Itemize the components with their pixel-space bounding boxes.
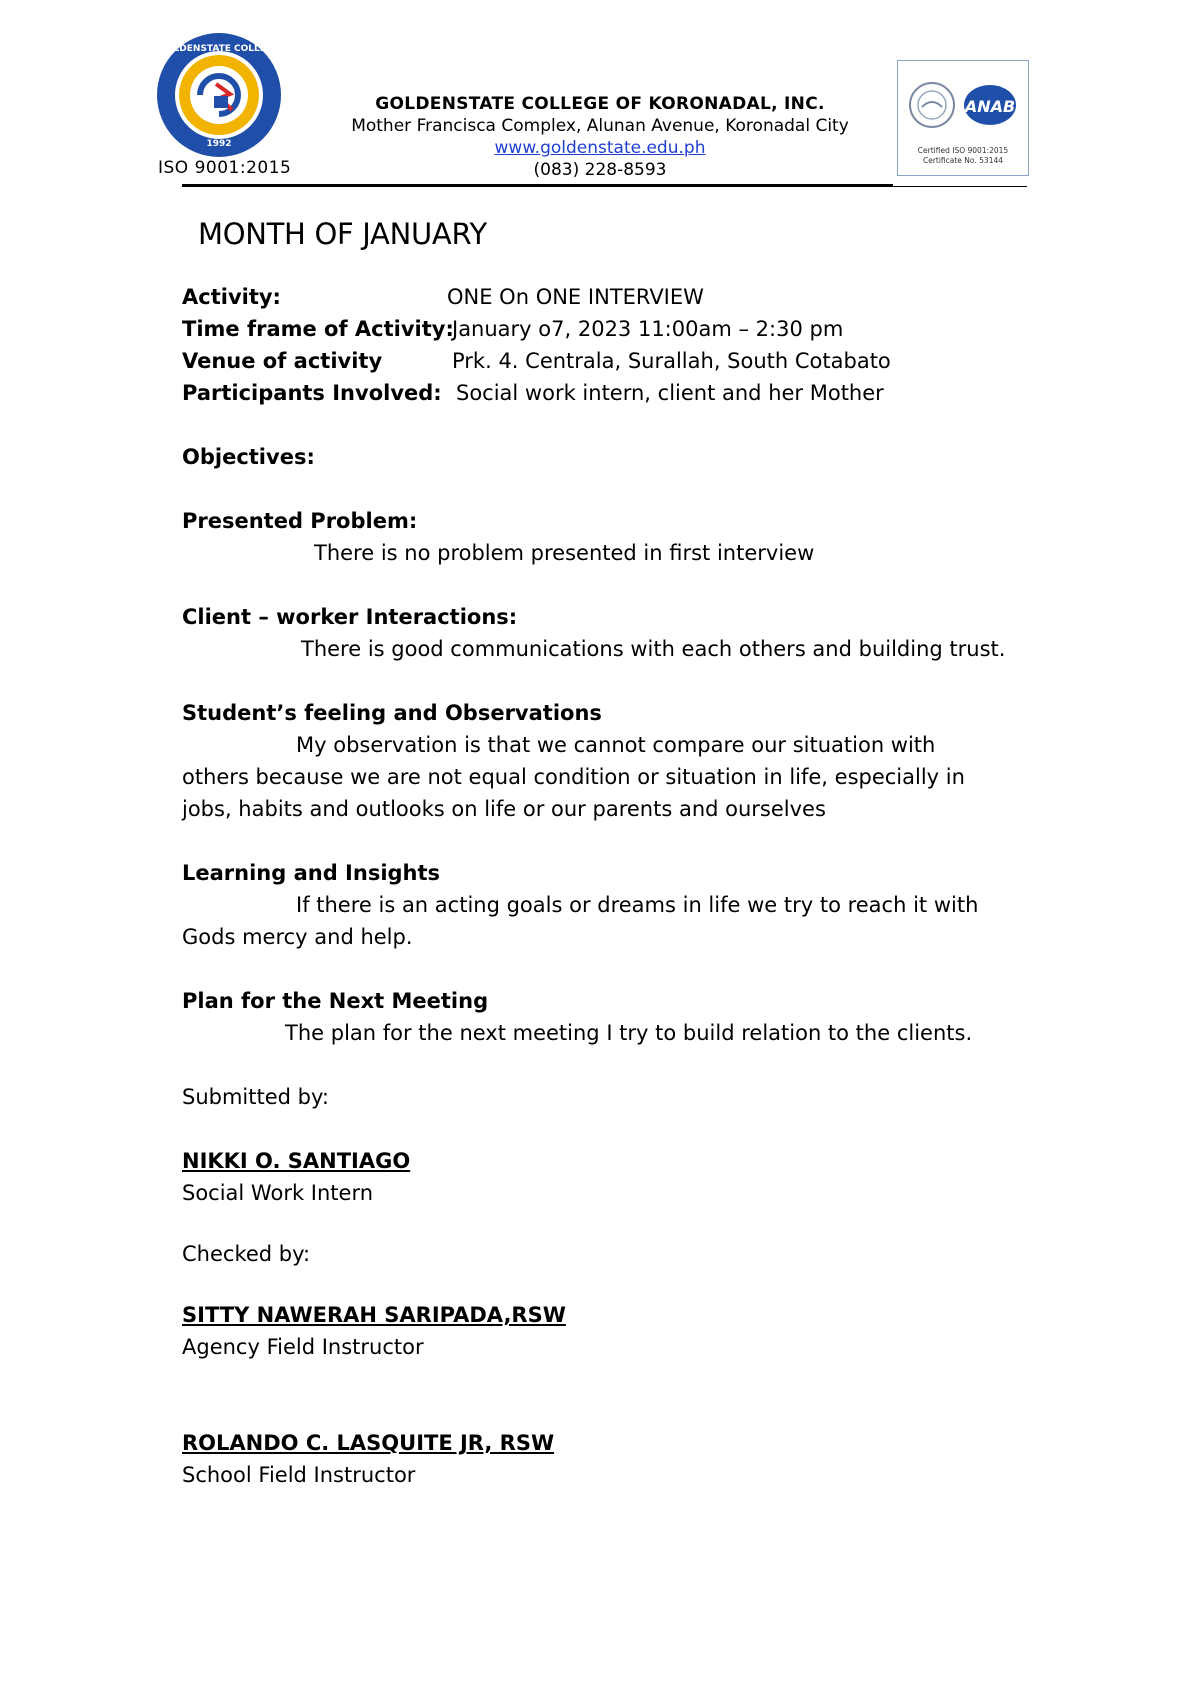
objectives-section <box>182 441 1042 473</box>
venue-value: Prk. 4. Centrala, Surallah, South Cotabato <box>452 349 891 373</box>
college-address: Mother Francisca Complex, Alunan Avenue, Koronadal City <box>351 116 849 136</box>
problem-text: There is no problem presented in first interview <box>314 541 815 565</box>
learning-line-2: Gods mercy and help. <box>182 925 413 949</box>
learning-title: Learning and Insights <box>182 861 441 885</box>
college-logo-icon <box>156 32 282 158</box>
college-phone: (083) 228-8593 <box>533 160 667 180</box>
activity-label: Activity: <box>182 285 281 309</box>
school-instructor-role: School Field Instructor <box>182 1463 416 1487</box>
interaction-text: There is good communications with each others and building trust. <box>301 637 1006 661</box>
letterhead <box>300 93 900 181</box>
intern-role: Social Work Intern <box>182 1181 374 1205</box>
learning-section <box>182 857 1042 953</box>
plan-title: Plan for the Next Meeting <box>182 989 489 1013</box>
certification-box <box>897 60 1029 176</box>
venue-label: Venue of activity <box>182 349 383 373</box>
participants-value: Social work intern, client and her Mother <box>456 381 884 405</box>
feelings-section <box>182 697 1042 825</box>
intern-signature-block <box>182 1145 1042 1209</box>
agency-signature-block <box>182 1299 1042 1363</box>
feelings-title: Student’s feeling and Observations <box>182 701 602 725</box>
agency-instructor-name: SITTY NAWERAH SARIPADA,RSW <box>182 1303 566 1327</box>
checked-label: Checked by: <box>182 1242 311 1266</box>
venue-row <box>182 347 891 375</box>
college-website-link[interactable]: www.goldenstate.edu.ph <box>494 138 706 158</box>
interaction-title: Client – worker Interactions: <box>182 605 518 629</box>
feelings-line-2: others because we are not equal condition or situation in life, especially in <box>182 765 965 789</box>
header-divider-thin <box>893 186 1027 187</box>
school-instructor-name: ROLANDO C. LASQUITE JR, RSW <box>182 1431 555 1455</box>
plan-section <box>182 985 1042 1049</box>
timeframe-label: Time frame of Activity: <box>182 317 454 341</box>
agency-instructor-role: Agency Field Instructor <box>182 1335 424 1359</box>
iso-label: ISO 9001:2015 <box>158 158 292 178</box>
objectives-title: Objectives: <box>182 445 315 469</box>
activity-value: ONE On ONE INTERVIEW <box>447 285 704 309</box>
logo-year: 1992 <box>206 139 232 149</box>
activity-row <box>182 283 704 311</box>
interaction-section <box>182 601 1042 665</box>
page-title: MONTH OF JANUARY <box>198 217 487 251</box>
intern-name: NIKKI O. SANTIAGO <box>182 1149 411 1173</box>
certification-seal-icon <box>898 61 1028 175</box>
problem-title: Presented Problem: <box>182 509 418 533</box>
cert-line-1: Certified ISO 9001:2015 <box>917 146 1009 155</box>
problem-section <box>182 505 1042 569</box>
anab-badge-text: ANAB <box>964 97 1016 116</box>
logo-ring-text: GOLDENSTATE COLLEGE <box>158 44 280 54</box>
submitted-label: Submitted by: <box>182 1085 329 1109</box>
school-signature-block <box>182 1427 1042 1491</box>
cert-line-2: Certificate No. 53144 <box>922 156 1004 165</box>
header-divider <box>182 184 893 187</box>
participants-label: Participants Involved: <box>182 381 442 405</box>
college-name: GOLDENSTATE COLLEGE OF KORONADAL, INC. <box>375 94 825 114</box>
plan-text: The plan for the next meeting I try to build relation to the clients. <box>285 1021 973 1045</box>
feelings-line-1: My observation is that we cannot compare our situation with <box>296 733 936 757</box>
timeframe-row <box>182 315 844 343</box>
feelings-line-3: jobs, habits and outlooks on life or our parents and ourselves <box>182 797 826 821</box>
timeframe-value: January o7, 2023 11:00am – 2:30 pm <box>452 317 844 341</box>
participants-row <box>182 379 884 407</box>
learning-line-1: If there is an acting goals or dreams in life we try to reach it with <box>296 893 979 917</box>
